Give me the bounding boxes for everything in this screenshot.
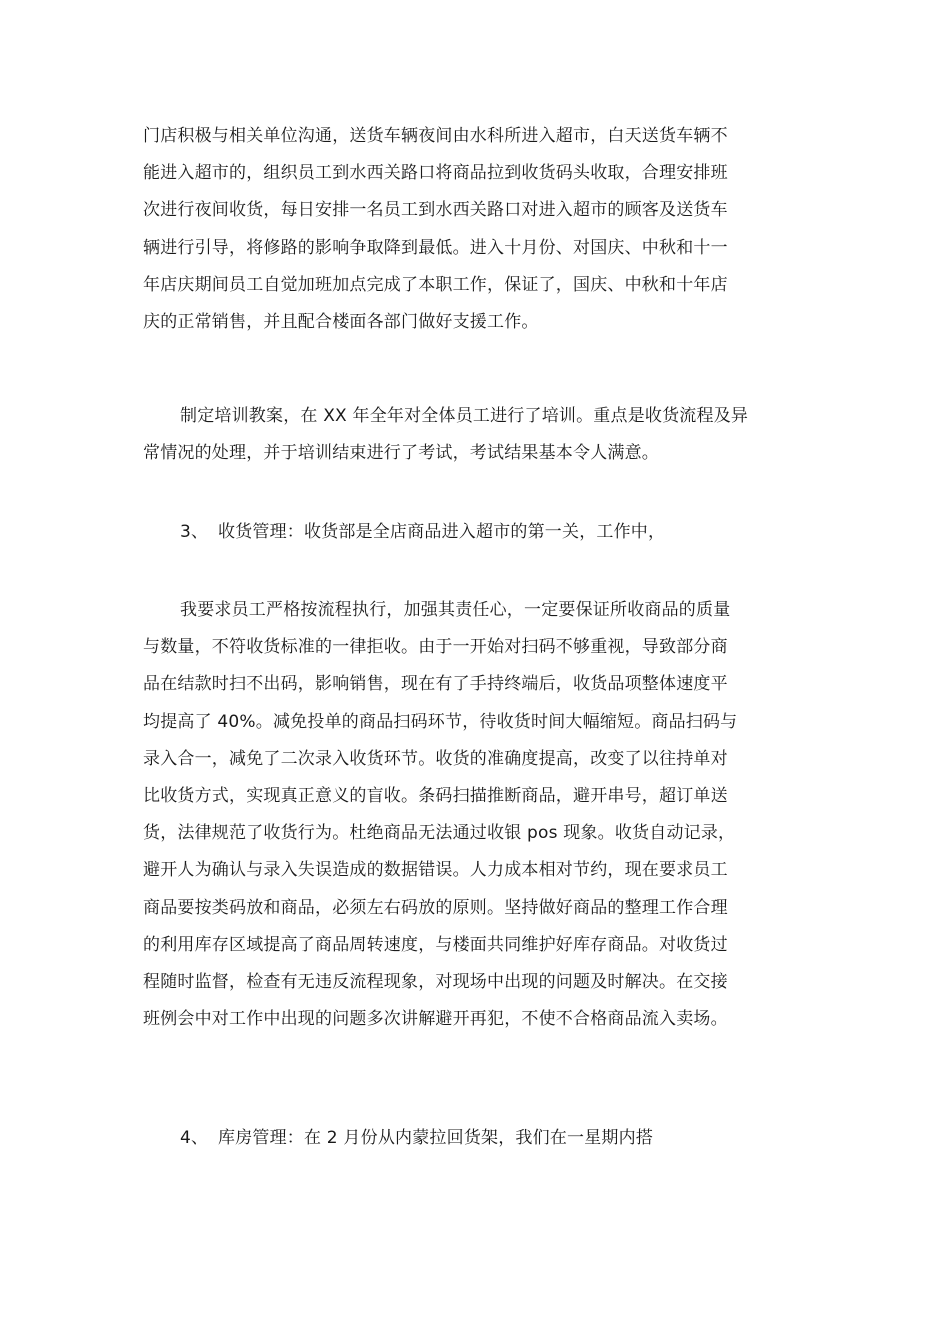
paragraph-4-line-8: 避开人为确认与录入失误造成的数据错误。人力成本相对节约，现在要求员工 xyxy=(143,860,728,881)
paragraph-4-line-9: 商品要按类码放和商品，必须左右码放的原则。坚持做好商品的整理工作合理 xyxy=(143,897,728,918)
list-item-3-text: 收货管理：收货部是全店商品进入超市的第一关，工作中， xyxy=(218,522,666,542)
paragraph-4-line-4: 均提高了 40%。减免投单的商品扫码环节，待收货时间大幅缩短。商品扫码与 xyxy=(143,711,738,732)
paragraph-1-line-1: 门店积极与相关单位沟通，送货车辆夜间由水科所进入超市，白天送货车辆不 xyxy=(143,126,728,146)
paragraph-4-line-12: 班例会中对工作中出现的问题多次讲解避开再犯，不使不合格商品流入卖场。 xyxy=(143,1009,728,1030)
paragraph-1-line-5: 年店庆期间员工自觉加班加点完成了本职工作，保证了，国庆、中秋和十年店 xyxy=(143,274,728,295)
list-item-4-number: 4、 xyxy=(180,1128,209,1148)
paragraph-4-line-2: 与数量，不符收货标准的一律拒收。由于一开始对扫码不够重视，导致部分商 xyxy=(143,637,728,658)
paragraph-2-line-1: 制定培训教案，在 XX 年全年对全体员工进行了培训。重点是收货流程及异 xyxy=(180,406,749,426)
paragraph-1 xyxy=(143,118,808,341)
paragraph-4-line-1: 我要求员工严格按流程执行，加强其责任心，一定要保证所收商品的质量 xyxy=(180,600,731,620)
paragraph-4-line-7: 货，法律规范了收货行为。杜绝商品无法通过收银 pos 现象。收货自动记录， xyxy=(143,823,736,844)
paragraph-1-line-4: 辆进行引导，将修路的影响争取降到最低。进入十月份、对国庆、中秋和十一 xyxy=(143,237,728,258)
paragraph-2 xyxy=(143,398,808,472)
paragraph-4 xyxy=(143,592,808,1038)
list-item-4 xyxy=(143,1120,808,1157)
list-item-4-text: 库房管理：在 2 月份从内蒙拉回货架，我们在一星期内搭 xyxy=(218,1128,654,1148)
paragraph-2-line-2: 常情况的处理，并于培训结束进行了考试，考试结果基本令人满意。 xyxy=(143,443,659,464)
paragraph-1-line-2: 能进入超市的，组织员工到水西关路口将商品拉到收货码头收取，合理安排班 xyxy=(143,163,728,184)
paragraph-4-line-5: 录入合一，减免了二次录入收货环节。收货的准确度提高，改变了以往持单对 xyxy=(143,748,728,769)
paragraph-4-line-3: 品在结款时扫不出码，影响销售，现在有了手持终端后，收货品项整体速度平 xyxy=(143,674,728,695)
list-item-3 xyxy=(143,514,808,551)
paragraph-4-line-11: 程随时监督，检查有无违反流程现象，对现场中出现的问题及时解决。在交接 xyxy=(143,972,728,993)
paragraph-1-line-6: 庆的正常销售，并且配合楼面各部门做好支援工作。 xyxy=(143,312,539,333)
paragraph-1-line-3: 次进行夜间收货，每日安排一名员工到水西关路口对进入超市的顾客及送货车 xyxy=(143,200,728,221)
list-item-3-number: 3、 xyxy=(180,522,209,542)
paragraph-4-line-10: 的利用库存区域提高了商品周转速度，与楼面共同维护好库存商品。对收货过 xyxy=(143,934,728,955)
paragraph-4-line-6: 比收货方式，实现真正意义的盲收。条码扫描推断商品，避开串号，超订单送 xyxy=(143,786,728,807)
